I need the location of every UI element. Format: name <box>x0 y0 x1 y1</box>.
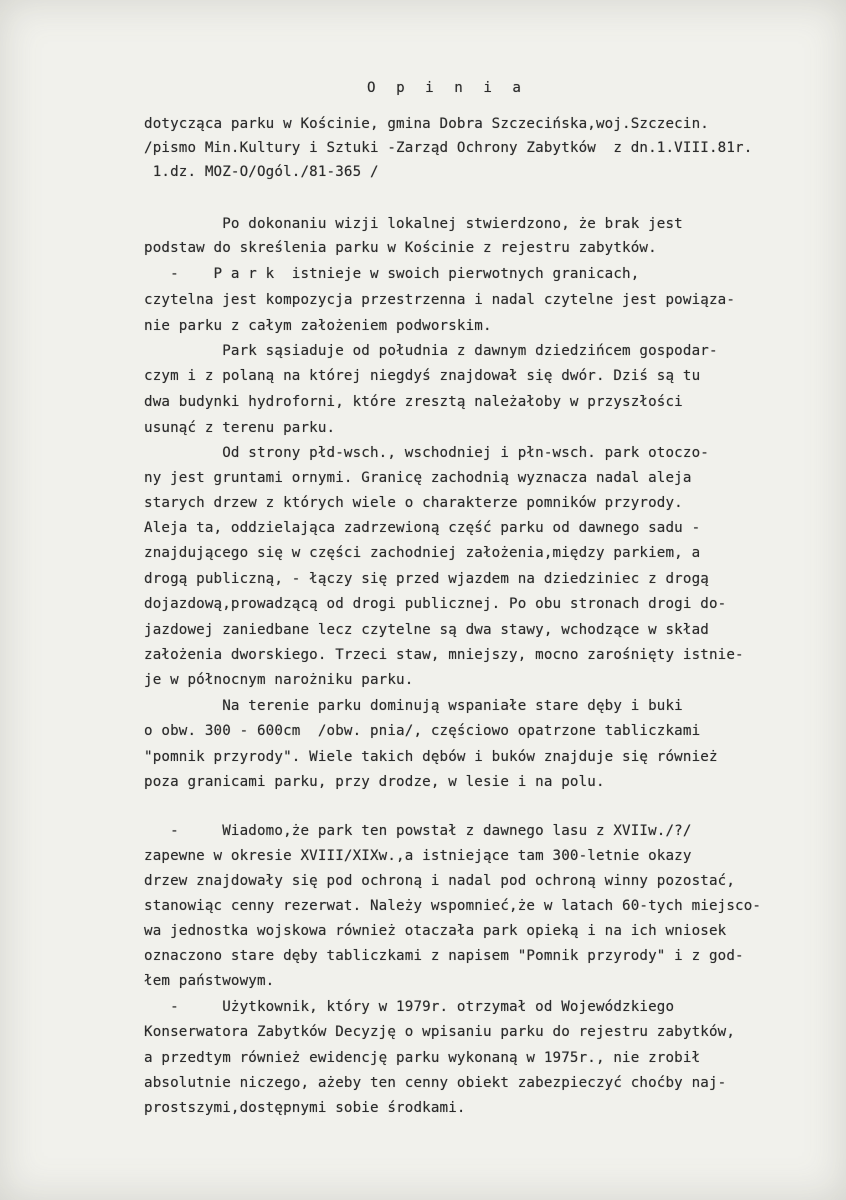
body-line: założenia dworskiego. Trzeci staw, mniejszy, mocno zarośnięty istnie- <box>144 647 744 663</box>
body-line: dwa budynki hydroforni, które zresztą należałoby w przyszłości <box>144 394 683 410</box>
body-line: o obw. 300 - 600cm /obw. pnia/, częściowo opatrzone tabliczkami <box>144 723 701 739</box>
body-line: Konserwatora Zabytków Decyzję o wpisaniu parku do rejestru zabytków, <box>144 1024 736 1040</box>
body-line: drogą publiczną, - łączy się przed wjazdem na dziedziniec z drogą <box>144 571 709 587</box>
body-line: jazdowej zaniedbane lecz czytelne są dwa stawy, wchodzące w skład <box>144 622 709 638</box>
body-line: starych drzew z których wiele o charakterze pomników przyrody. <box>144 495 683 511</box>
document-title: O p i n i a <box>367 80 527 96</box>
body-line: poza granicami parku, przy drodze, w lesie i na polu. <box>144 774 605 790</box>
body-line: czym i z polaną na której niegdyś znajdował się dwór. Dziś są tu <box>144 368 701 384</box>
body-line: dojazdową,prowadzącą od drogi publicznej. Po obu stronach drogi do- <box>144 596 727 612</box>
body-line: Na terenie parku dominują wspaniałe stare dęby i buki <box>144 698 683 714</box>
body-line: wa jednostka wojskowa również otaczała park opieką i na ich wniosek <box>144 923 727 939</box>
body-line: absolutnie niczego, ażeby ten cenny obiekt zabezpieczyć choćby naj- <box>144 1075 727 1091</box>
body-line: "pomnik przyrody". Wiele takich dębów i buków znajduje się również <box>144 749 718 765</box>
body-line: nie parku z całym założeniem podworskim. <box>144 318 492 334</box>
body-line: a przedtym również ewidencję parku wykonaną w 1975r., nie zrobił <box>144 1050 701 1066</box>
body-line: Po dokonaniu wizji lokalnej stwierdzono, że brak jest <box>144 216 683 232</box>
body-line: je w północnym narożniku parku. <box>144 672 414 688</box>
header-line: 1.dz. MOZ-O/Ogól./81-365 / <box>144 164 379 180</box>
body-line: Park sąsiaduje od południa z dawnym dziedzińcem gospodar- <box>144 343 718 359</box>
body-line: - Użytkownik, który w 1979r. otrzymał od Wojewódzkiego <box>144 999 675 1015</box>
body-line: - P a r k istnieje w swoich pierwotnych granicach, <box>144 266 640 282</box>
body-line: czytelna jest kompozycja przestrzenna i nadal czytelne jest powiąza- <box>144 292 736 308</box>
body-line: łem państwowym. <box>144 973 275 989</box>
body-line: ny jest gruntami ornymi. Granicę zachodnią wyznacza nadal aleja <box>144 470 692 486</box>
body-line: Od strony płd-wsch., wschodniej i płn-wsch. park otoczo- <box>144 445 709 461</box>
body-line: drzew znajdowały się pod ochroną i nadal pod ochroną winny pozostać, <box>144 873 736 889</box>
body-line: prostszymi,dostępnymi sobie środkami. <box>144 1100 466 1116</box>
body-line: podstaw do skreślenia parku w Kościnie z rejestru zabytków. <box>144 240 657 256</box>
body-line: Aleja ta, oddzielająca zadrzewioną część parku od dawnego sadu - <box>144 520 701 536</box>
header-line: dotycząca parku w Kościnie, gmina Dobra Szczecińska,woj.Szczecin. <box>144 116 709 132</box>
body-line: oznaczono stare dęby tabliczkami z napisem "Pomnik przyrody" i z god- <box>144 948 744 964</box>
body-line: zapewne w okresie XVIII/XIXw.,a istniejące tam 300-letnie okazy <box>144 848 692 864</box>
body-line: znajdującego się w części zachodniej założenia,między parkiem, a <box>144 545 701 561</box>
header-line: /pismo Min.Kultury i Sztuki -Zarząd Ochrony Zabytków z dn.1.VIII.81r. <box>144 140 753 156</box>
body-line: - Wiadomo,że park ten powstał z dawnego lasu z XVIIw./?/ <box>144 823 692 839</box>
body-line: usunąć z terenu parku. <box>144 420 336 436</box>
body-line: stanowiąc cenny rezerwat. Należy wspomnieć,że w latach 60-tych miejsco- <box>144 898 762 914</box>
